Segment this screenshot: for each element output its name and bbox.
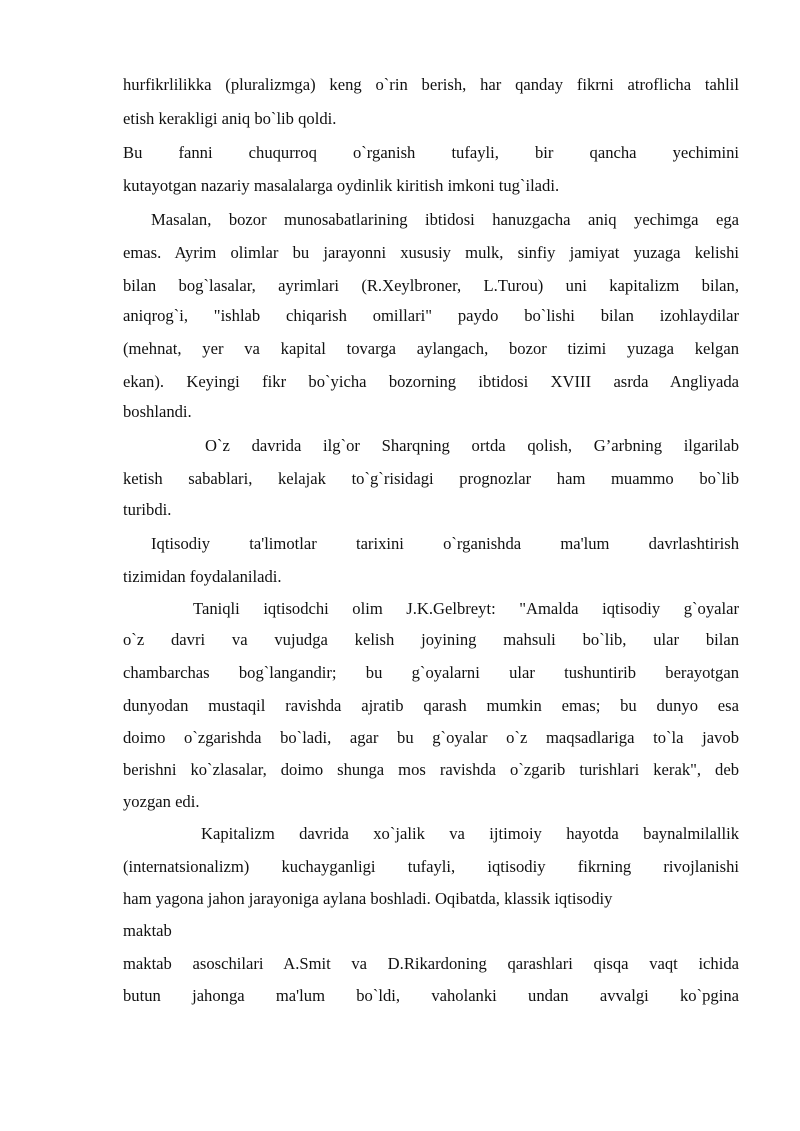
text-line: turibdi. [123,500,172,519]
text-line: Bu fanni chuqurroq o`rganish tufayli, bir qancha yechimini [123,143,739,162]
text-line: Iqtisodiy ta'limotlar tarixini o`rganishda ma'lum davrlashtirish [151,534,739,553]
text-line: o`z davri va vujudga kelish joyining mahsuli bo`lib, ular bilan [123,630,739,649]
text-line: hurfikrlilikka (pluralizmga) keng o`rin berish, har qanday fikrni atroflicha tahlil [123,75,739,94]
text-line: boshlandi. [123,402,192,421]
text-line: aniqrog`i, "ishlab chiqarish omillari" paydo bo`lishi bilan izohlaydilar [123,306,739,325]
text-line: kutayotgan nazariy masalalarga oydinlik kiritish imkoni tug`iladi. [123,176,560,195]
text-line: maktab asoschilari A.Smit va D.Rikardoning qarashlari qisqa vaqt ichida [123,954,739,973]
text-line: emas. Ayrim olimlar bu jarayonni xususiy mulk, sinfiy jamiyat yuzaga kelishi [123,243,739,262]
text-line: berishni ko`zlasalar, doimo shunga mos ravishda o`zgarib turishlari kerak", deb [123,760,739,779]
text-line: (internatsionalizm) kuchayganligi tufayli, iqtisodiy fikrning rivojlanishi [123,857,739,876]
text-line: ham yagona jahon jarayoniga aylana boshladi. Oqibatda, klassik iqtisodiy [123,889,613,908]
text-line: bilan bog`lasalar, ayrimlari (R.Xeylbroner, L.Turou) uni kapitalizm bilan, [123,276,739,295]
text-line: ketish sabablari, kelajak to`g`risidagi prognozlar ham muammo bo`lib [123,469,739,488]
text-line: (mehnat, yer va kapital tovarga aylangach, bozor tizimi yuzaga kelgan [123,339,739,358]
text-line: yozgan edi. [123,792,200,811]
text-line: Kapitalizm davrida xo`jalik va ijtimoiy hayotda baynalmilallik [201,824,739,843]
text-line: butun jahonga ma'lum bo`ldi, vaholanki undan avvalgi ko`pgina [123,986,739,1005]
text-line: Taniqli iqtisodchi olim J.K.Gelbreyt: "Amalda iqtisodiy g`oyalar [193,599,739,618]
text-line: tizimidan foydalaniladi. [123,567,282,586]
text-line: etish kerakligi aniq bo`lib qoldi. [123,109,337,128]
text-line: chambarchas bog`langandir; bu g`oyalarni ular tushuntirib berayotgan [123,663,739,682]
text-line: ekan). Keyingi fikr bo`yicha bozorning ibtidosi XVIII asrda Angliyada [123,372,739,391]
text-line: Masalan, bozor munosabatlarining ibtidosi hanuzgacha aniq yechimga ega [151,210,739,229]
text-line: doimo o`zgarishda bo`ladi, agar bu g`oyalar o`z maqsadlariga to`la javob [123,728,739,747]
text-line: dunyodan mustaqil ravishda ajratib qarash mumkin emas; bu dunyo esa [123,696,739,715]
text-line: maktab [123,921,172,940]
text-line: O`z davrida ilg`or Sharqning ortda qolish, G’arbning ilgarilab [205,436,739,455]
